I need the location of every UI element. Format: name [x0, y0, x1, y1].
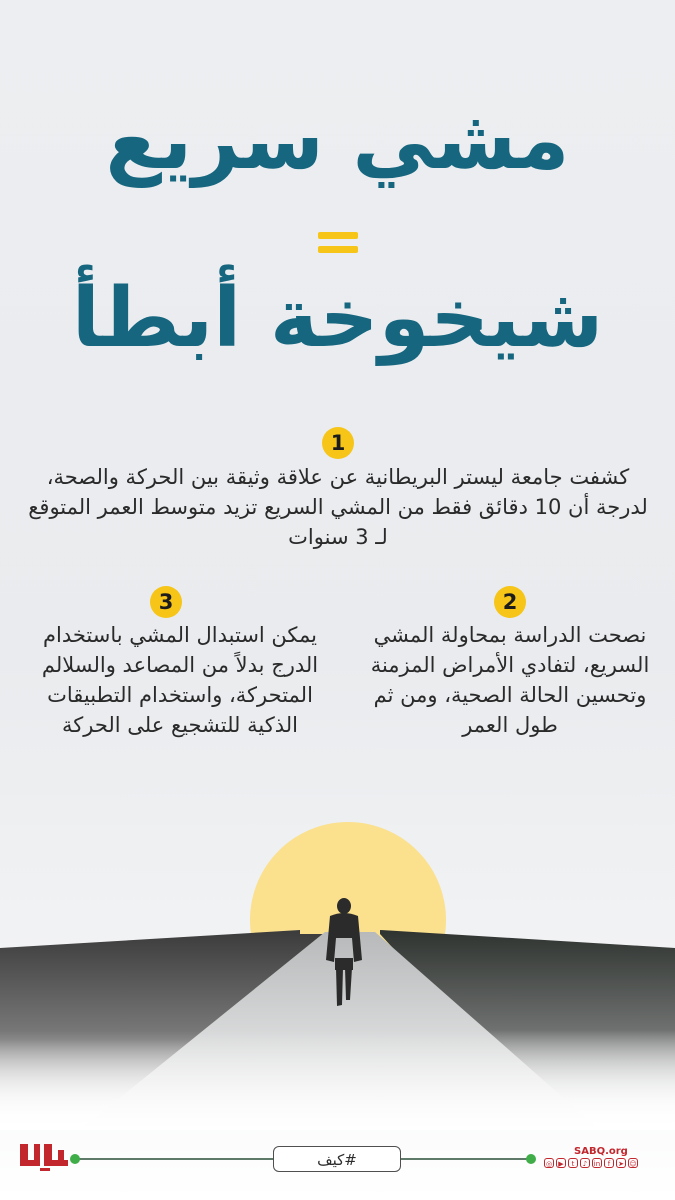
- telegram-icon[interactable]: ➤: [616, 1158, 626, 1168]
- tiktok-icon[interactable]: ♪: [580, 1158, 590, 1168]
- sabq-logo: [18, 1140, 70, 1172]
- facebook-icon[interactable]: f: [604, 1158, 614, 1168]
- point-1-number-badge: 1: [322, 427, 354, 459]
- headline-line-1: مشي سريع: [105, 93, 570, 188]
- point-2-text: نصحت الدراسة بمحاولة المشي السريع، لتفادي الأمراض المزمنة وتحسين الحالة الصحية، ومن ثم طول العمر: [370, 623, 650, 737]
- footer-divider-left: [74, 1158, 274, 1160]
- equals-sign: [318, 232, 358, 260]
- social-icons-row: [544, 1158, 638, 1168]
- headline-line-2: شيخوخة أبطأ: [71, 271, 604, 366]
- youtube-icon[interactable]: ▶: [556, 1158, 566, 1168]
- point-3-number-badge: 3: [150, 586, 182, 618]
- point-1-text: كشفت جامعة ليستر البريطانية عن علاقة وثيقة بين الحركة والصحة، لدرجة أن 10 دقائق فقط من المشي السريع تزيد متوسط العمر المتوقع لـ 3 سنوات: [28, 465, 648, 549]
- walking-road-illustration: [0, 820, 675, 1130]
- footer-dot-right: [526, 1154, 536, 1164]
- site-url[interactable]: SABQ.org: [574, 1146, 628, 1157]
- point-2-number-badge: 2: [494, 586, 526, 618]
- snapchat-icon[interactable]: ☺: [629, 1160, 637, 1168]
- point-3-text: يمكن استبدال المشي باستخدام الدرج بدلاً من المصاعد والسلالم المتحركة، واستخدام التطبيقات الذكية للتشجيع على الحركة: [41, 623, 319, 737]
- instagram-icon[interactable]: ◎: [545, 1160, 553, 1168]
- hashtag-label[interactable]: #كيف: [273, 1146, 401, 1172]
- footer-divider-right: [400, 1158, 530, 1160]
- footer-dot-left: [70, 1154, 80, 1164]
- linkedin-icon[interactable]: in: [593, 1160, 601, 1168]
- twitter-icon[interactable]: t: [568, 1158, 578, 1168]
